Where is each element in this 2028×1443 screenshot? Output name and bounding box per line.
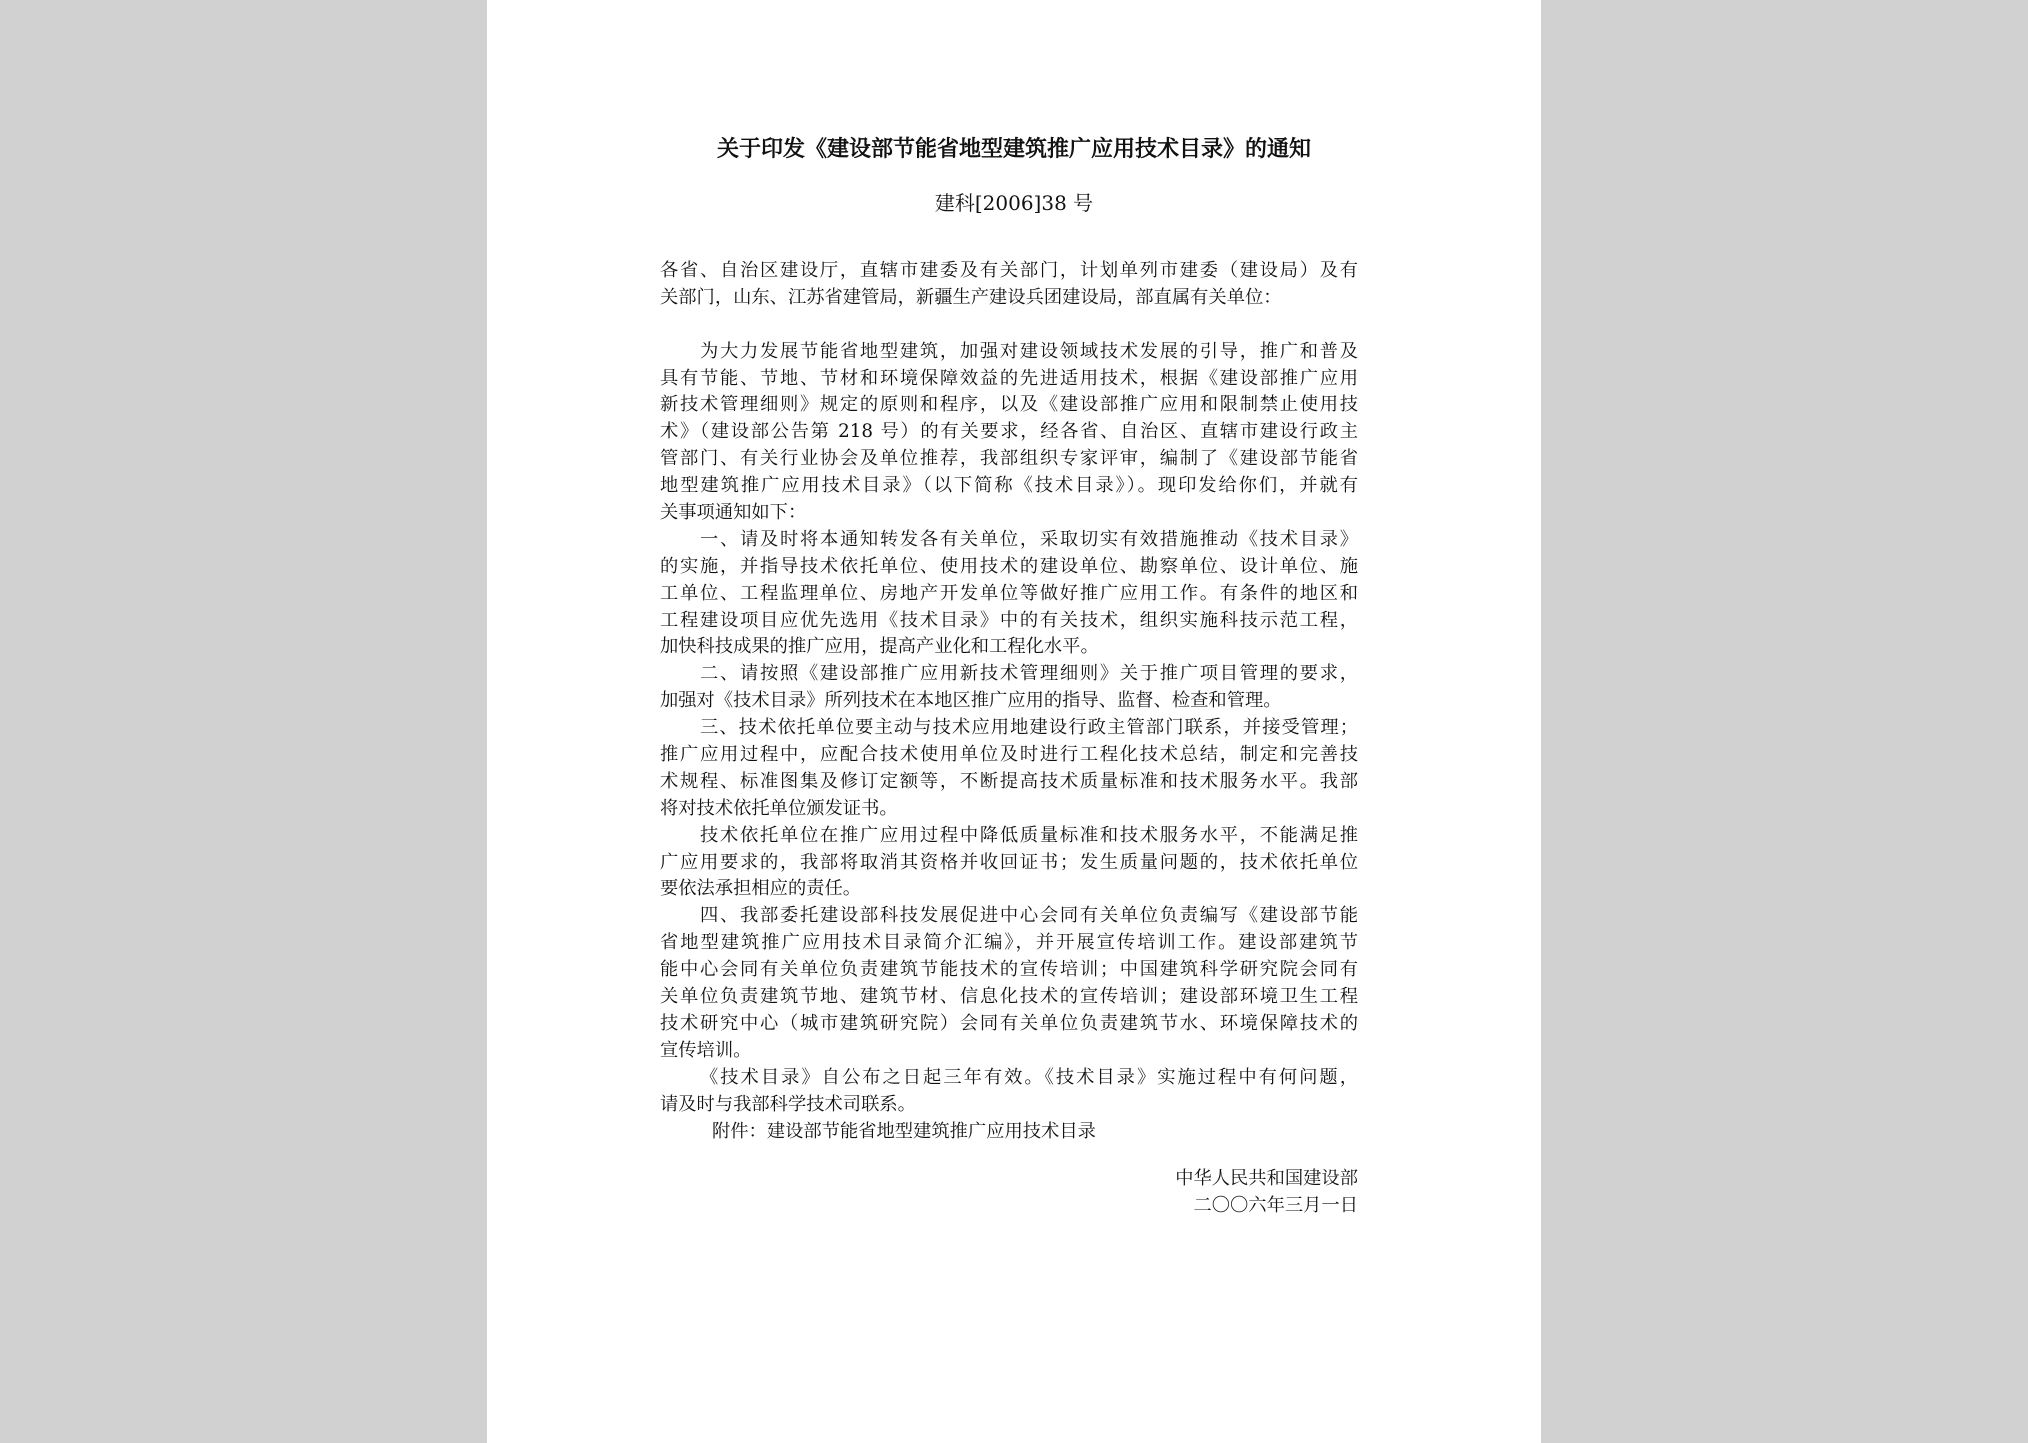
paragraph-line: 《技术目录》自公布之日起三年有效。《技术目录》实施过程中有何问题，	[700, 1066, 1358, 1088]
paragraph-line: 能中心会同有关单位负责建筑节能技术的宣传培训；中国建筑科学研究院会同有	[660, 959, 1358, 981]
paragraph-line: 四、我部委托建设部科技发展促进中心会同有关单位负责编写《建设部节能	[700, 905, 1358, 927]
paragraph-line: 三、技术依托单位要主动与技术应用地建设行政主管部门联系，并接受管理；	[700, 717, 1358, 739]
signature-block	[660, 1165, 1358, 1219]
paragraph-line: 技术研究中心（城市建筑研究院）会同有关单位负责建筑节水、环境保障技术的	[660, 1012, 1358, 1034]
document-number: 建科[2006]38 号	[934, 191, 1094, 215]
paragraph-line: 的实施，并指导技术依托单位、使用技术的建设单位、勘察单位、设计单位、施	[660, 555, 1358, 577]
paragraph-line: 管部门、有关行业协会及单位推荐，我部组织专家评审，编制了《建设部节能省	[660, 448, 1358, 470]
paragraph-line: 推广应用过程中，应配合技术使用单位及时进行工程化技术总结，制定和完善技	[660, 744, 1358, 766]
paragraph-line: 技术依托单位在推广应用过程中降低质量标准和技术服务水平，不能满足推	[700, 824, 1358, 846]
paragraph-line: 术规程、标准图集及修订定额等，不断提高技术质量标准和技术服务水平。我部	[660, 770, 1358, 792]
paragraph-line: 二、请按照《建设部推广应用新技术管理细则》关于推广项目管理的要求，	[700, 663, 1358, 685]
paragraph-line: 请及时与我部科学技术司联系。	[660, 1093, 916, 1115]
paragraph-line: 加强对《技术目录》所列技术在本地区推广应用的指导、监督、检查和管理。	[660, 690, 1282, 712]
issue-date: 二〇〇六年三月一日	[1193, 1195, 1358, 1216]
paragraph-line: 为大力发展节能省地型建筑，加强对建设领域技术发展的引导，推广和普及	[700, 340, 1358, 362]
paragraph-line: 工单位、工程监理单位、房地产开发单位等做好推广应用工作。有条件的地区和	[660, 582, 1358, 604]
paragraph-line: 加快科技成果的推广应用，提高产业化和工程化水平。	[660, 636, 1099, 658]
paragraph-line: 一、请及时将本通知转发各有关单位，采取切实有效措施推动《技术目录》	[700, 528, 1358, 550]
paragraph-line: 省地型建筑推广应用技术目录简介汇编》，并开展宣传培训工作。建设部建筑节	[660, 932, 1358, 954]
blank-line	[660, 312, 1358, 339]
paragraph-line: 关事项通知如下：	[660, 502, 807, 524]
document-title: 关于印发《建设部节能省地型建筑推广应用技术目录》的通知	[716, 137, 1311, 162]
paragraph-line: 术》（建设部公告第 218 号）的有关要求，经各省、自治区、直辖市建设行政主	[660, 421, 1358, 443]
addressee-line: 关部门，山东、江苏省建管局，新疆生产建设兵团建设局，部直属有关单位：	[660, 286, 1282, 308]
paragraph-line: 地型建筑推广应用技术目录》（以下简称《技术目录》）。现印发给你们，并就有	[660, 475, 1358, 497]
addressee-line: 各省、自治区建设厅，直辖市建委及有关部门，计划单列市建委（建设局）及有	[660, 260, 1358, 281]
paragraph-line: 要依法承担相应的责任。	[660, 878, 862, 900]
document-body	[660, 258, 1358, 1145]
paragraph-line: 关单位负责建筑节地、建筑节材、信息化技术的宣传培训；建设部环境卫生工程	[660, 986, 1358, 1008]
attachment-line: 附件：建设部节能省地型建筑推广应用技术目录	[712, 1120, 1096, 1142]
document-page	[487, 0, 1541, 1443]
issuer-name: 中华人民共和国建设部	[1175, 1168, 1358, 1189]
paragraph-line: 广应用要求的，我部将取消其资格并收回证书；发生质量问题的，技术依托单位	[660, 851, 1358, 873]
paragraph-line: 宣传培训。	[660, 1039, 752, 1061]
paragraph-line: 将对技术依托单位颁发证书。	[660, 797, 898, 819]
paragraph-line: 新技术管理细则》规定的原则和程序，以及《建设部推广应用和限制禁止使用技	[660, 394, 1358, 416]
paragraph-line: 工程建设项目应优先选用《技术目录》中的有关技术，组织实施科技示范工程，	[660, 609, 1358, 631]
paragraph-line: 具有节能、节地、节材和环境保障效益的先进适用技术，根据《建设部推广应用	[660, 367, 1358, 389]
